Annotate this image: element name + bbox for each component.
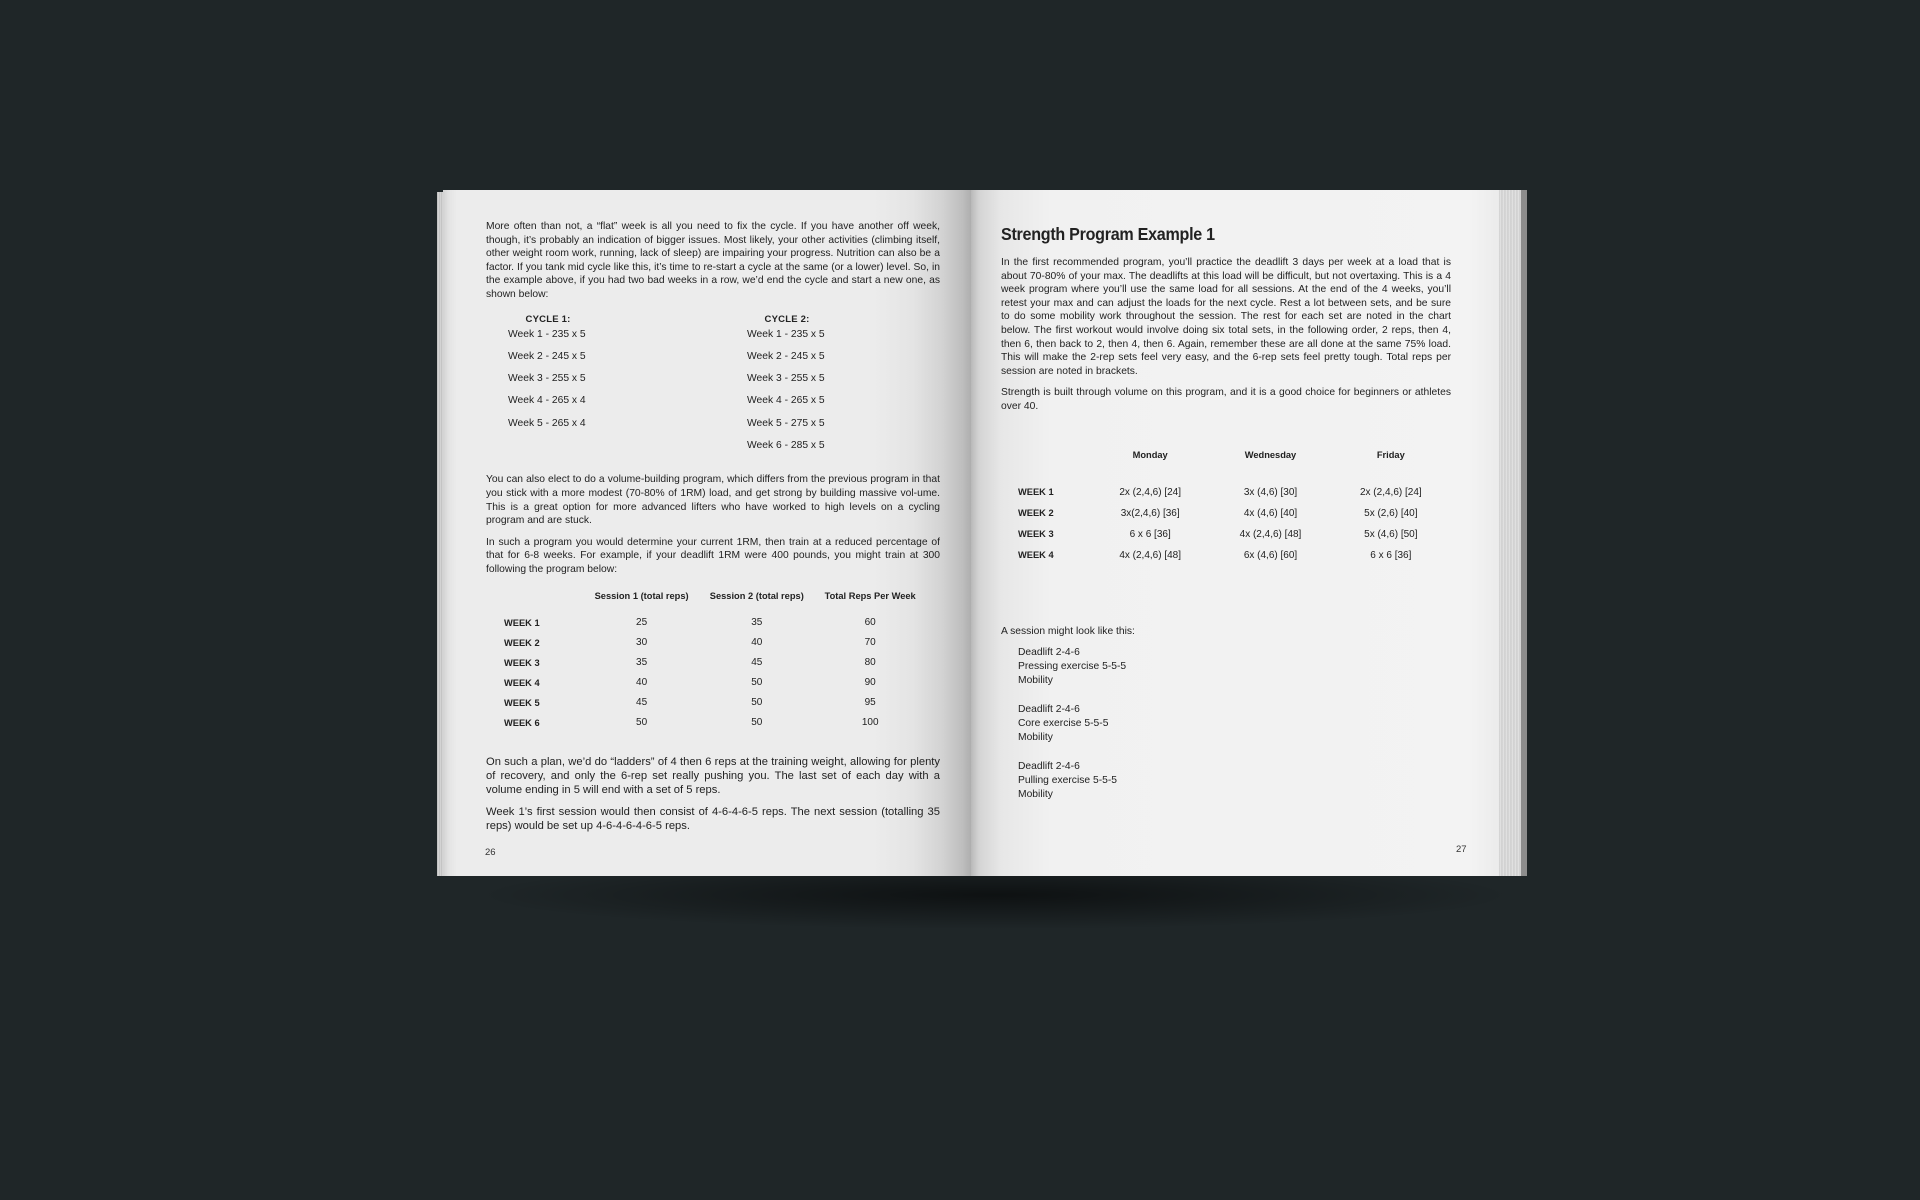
- paragraph: Week 1’s first session would then consist of 4-6-4-6-5 reps. The next session (totalling 35 reps) would be set up 4-6-4-6-4-6-5 reps.: [486, 805, 940, 832]
- table-cell: 35: [636, 657, 648, 668]
- table-cell: 95: [864, 697, 876, 708]
- table-cell: 50: [751, 697, 763, 708]
- session-line: Pressing exercise 5-5-5: [1018, 660, 1127, 672]
- table-row: [1001, 503, 1451, 524]
- cycle-item: Week 5 - 275 x 5: [747, 417, 825, 429]
- table-row: [1001, 524, 1451, 545]
- table-row: [486, 613, 926, 633]
- cycle-2-title: CYCLE 2:: [764, 313, 810, 325]
- row-label: WEEK 2: [1018, 508, 1054, 519]
- table-cell: 100: [861, 717, 879, 728]
- row-label: WEEK 4: [1018, 550, 1054, 561]
- table-cell: 30: [636, 637, 648, 648]
- table-row: [486, 653, 926, 673]
- left-page: [443, 190, 971, 876]
- strength-program-table: [1001, 450, 1451, 566]
- paragraph: More often than not, a “flat” week is all you need to fix the cycle. If you have another off week, though, it’s probably an indication of bigger issues. Most likely, your other activities (climbing itself, other weight room work, running, lack of sleep) are impairing your progress. Nutrition can also be a factor. If you tank mid cycle like this, it’s time to re-start a cycle at the same (or a lower) level. So, in the example above, if you had two bad weeks in a row, we’d end the cycle and start a new one, as shown below:: [486, 221, 940, 300]
- session-line: Deadlift 2-4-6: [1018, 646, 1080, 658]
- paragraph: On such a plan, we’d do “ladders” of 4 then 6 reps at the training weight, allowing for plenty of recovery, and only the 6-rep set really pushing you. The last set of each day with a volume ending in 5 will end with a set of 5 reps.: [486, 755, 940, 796]
- right-page-content: [1001, 224, 1451, 817]
- page-edges: [1499, 190, 1527, 876]
- table-cell: 2x (2,4,6) [24]: [1119, 486, 1182, 498]
- open-book: [443, 190, 1527, 876]
- table-cell: 45: [751, 657, 763, 668]
- table-header-cell: Session 2 (total reps): [709, 590, 804, 601]
- table-header-cell: Session 1 (total reps): [594, 590, 689, 601]
- table-body: [1001, 482, 1451, 566]
- page-number: 26: [485, 847, 496, 858]
- session-intro: A session might look like this:: [1001, 625, 1135, 637]
- row-label: WEEK 1: [504, 617, 540, 628]
- table-row: [486, 713, 926, 733]
- table-cell: 5x (4,6) [50]: [1364, 528, 1418, 540]
- row-label: WEEK 6: [504, 717, 540, 728]
- table-cell: 4x (2,4,6) [48]: [1119, 549, 1182, 561]
- volume-program-table: [486, 591, 926, 733]
- row-label: WEEK 3: [504, 657, 540, 668]
- session-line: Core exercise 5-5-5: [1018, 717, 1109, 729]
- table-row: [1001, 482, 1451, 503]
- session-block: [1001, 760, 1451, 802]
- table-header-cell: [1001, 450, 1090, 482]
- cycle-item: Week 4 - 265 x 4: [508, 395, 586, 407]
- paragraph: In such a program you would determine your current 1RM, then train at a reduced percentage of that for 6-8 weeks. For example, if your deadlift 1RM were 400 pounds, you might train at 300 following the program below:: [486, 536, 940, 575]
- table-header-row: [1001, 450, 1451, 482]
- left-page-content: [486, 220, 940, 841]
- cycle-2-column: [727, 314, 940, 462]
- row-label: WEEK 1: [1018, 487, 1054, 498]
- table-cell: 3x (4,6) [30]: [1243, 486, 1298, 498]
- right-page: [971, 190, 1499, 876]
- table-cell: 70: [864, 637, 876, 648]
- row-label: WEEK 3: [1018, 529, 1054, 540]
- table-body: [486, 613, 926, 733]
- cycle-item: Week 4 - 265 x 5: [747, 395, 825, 407]
- table-header-row: [486, 591, 926, 613]
- table-cell: 6 x 6 [36]: [1129, 528, 1171, 540]
- table-cell: 45: [636, 697, 648, 708]
- table-cell: 40: [751, 637, 763, 648]
- table-cell: 50: [636, 717, 648, 728]
- row-label: WEEK 4: [504, 677, 540, 688]
- paragraph: You can also elect to do a volume-building program, which differs from the previous program in that you stick with a more modest (70-80% of 1RM) load, and get strong by building massive vol-ume. This is a great option for more advanced lifters who have worked to high levels on a cycling program and are stuck.: [486, 474, 940, 527]
- row-label: WEEK 5: [504, 697, 540, 708]
- section-heading: Strength Program Example 1: [1001, 224, 1215, 244]
- cycle-item: Week 3 - 255 x 5: [508, 373, 586, 385]
- table-cell: 50: [751, 677, 763, 688]
- table-cell: 60: [864, 617, 876, 628]
- table-cell: 80: [864, 657, 876, 668]
- table-cell: 3x(2,4,6) [36]: [1120, 507, 1180, 519]
- cycle-item: Week 1 - 235 x 5: [508, 328, 586, 340]
- table-cell: 90: [864, 677, 876, 688]
- table-header-cell: Wednesday: [1244, 449, 1297, 460]
- table-cell: 35: [751, 617, 763, 628]
- table-row: [1001, 545, 1451, 566]
- table-cell: 2x (2,4,6) [24]: [1359, 486, 1422, 498]
- table-cell: 5x (2,6) [40]: [1364, 507, 1418, 519]
- table-row: [486, 673, 926, 693]
- table-cell: 40: [636, 677, 648, 688]
- session-line: Deadlift 2-4-6: [1018, 703, 1080, 715]
- table-cell: 25: [636, 617, 648, 628]
- session-line: Mobility: [1018, 674, 1053, 686]
- session-line: Mobility: [1018, 788, 1053, 800]
- table-cell: 6x (4,6) [60]: [1243, 549, 1298, 561]
- table-row: [486, 633, 926, 653]
- cycle-item: Week 5 - 265 x 4: [508, 417, 586, 429]
- cycle-item: Week 1 - 235 x 5: [747, 328, 825, 340]
- table-row: [486, 693, 926, 713]
- table-cell: 6 x 6 [36]: [1370, 549, 1412, 561]
- table-header-cell: Monday: [1132, 449, 1168, 460]
- table-header-cell: Total Reps Per Week: [824, 590, 916, 601]
- cycle-comparison: [486, 314, 940, 462]
- table-header-cell: [486, 591, 584, 613]
- session-line: Pulling exercise 5-5-5: [1018, 774, 1118, 786]
- session-examples: [1001, 646, 1451, 802]
- page-number: 27: [1456, 844, 1467, 855]
- table-cell: 50: [751, 717, 763, 728]
- cycle-item: Week 2 - 245 x 5: [508, 350, 586, 362]
- table-header-cell: Friday: [1376, 449, 1405, 460]
- cycle-item: Week 2 - 245 x 5: [747, 350, 825, 362]
- cycle-item: Week 6 - 285 x 5: [747, 440, 825, 452]
- cycle-1-column: [486, 314, 727, 462]
- session-block: [1001, 646, 1451, 688]
- session-line: Mobility: [1018, 731, 1053, 743]
- table-cell: 4x (4,6) [40]: [1243, 507, 1298, 519]
- table-cell: 4x (2,4,6) [48]: [1239, 528, 1302, 540]
- cycle-1-title: CYCLE 1:: [525, 313, 571, 325]
- session-line: Deadlift 2-4-6: [1018, 760, 1080, 772]
- session-block: [1001, 703, 1451, 745]
- paragraph: In the first recommended program, you’ll practice the deadlift 3 days per week at a load that is about 70-80% of your max. The deadlifts at this load will be difficult, but not overtaxing. This is a 4 week program where you’ll use the same load for all sessions. At the end of the 4 weeks, you’ll retest your max and can adjust the loads for the next cycle. Rest a lot between sets, and be sure to do some mobility work throughout the session. The rest for each set are noted in the chart below. The first workout would involve doing six total sets, in the following order, 2 reps, then 4, then 6, then back to 2, then 4, then 6. Again, remember these are all done at the same 75% load. This will make the 2-rep sets feel very easy, and the 6-rep sets feel pretty tough. Total reps per session are noted in brackets.: [1001, 257, 1451, 377]
- row-label: WEEK 2: [504, 637, 540, 648]
- paragraph: Strength is built through volume on this program, and it is a good choice for beginners or athletes over 40.: [1001, 387, 1451, 412]
- cycle-item: Week 3 - 255 x 5: [747, 373, 825, 385]
